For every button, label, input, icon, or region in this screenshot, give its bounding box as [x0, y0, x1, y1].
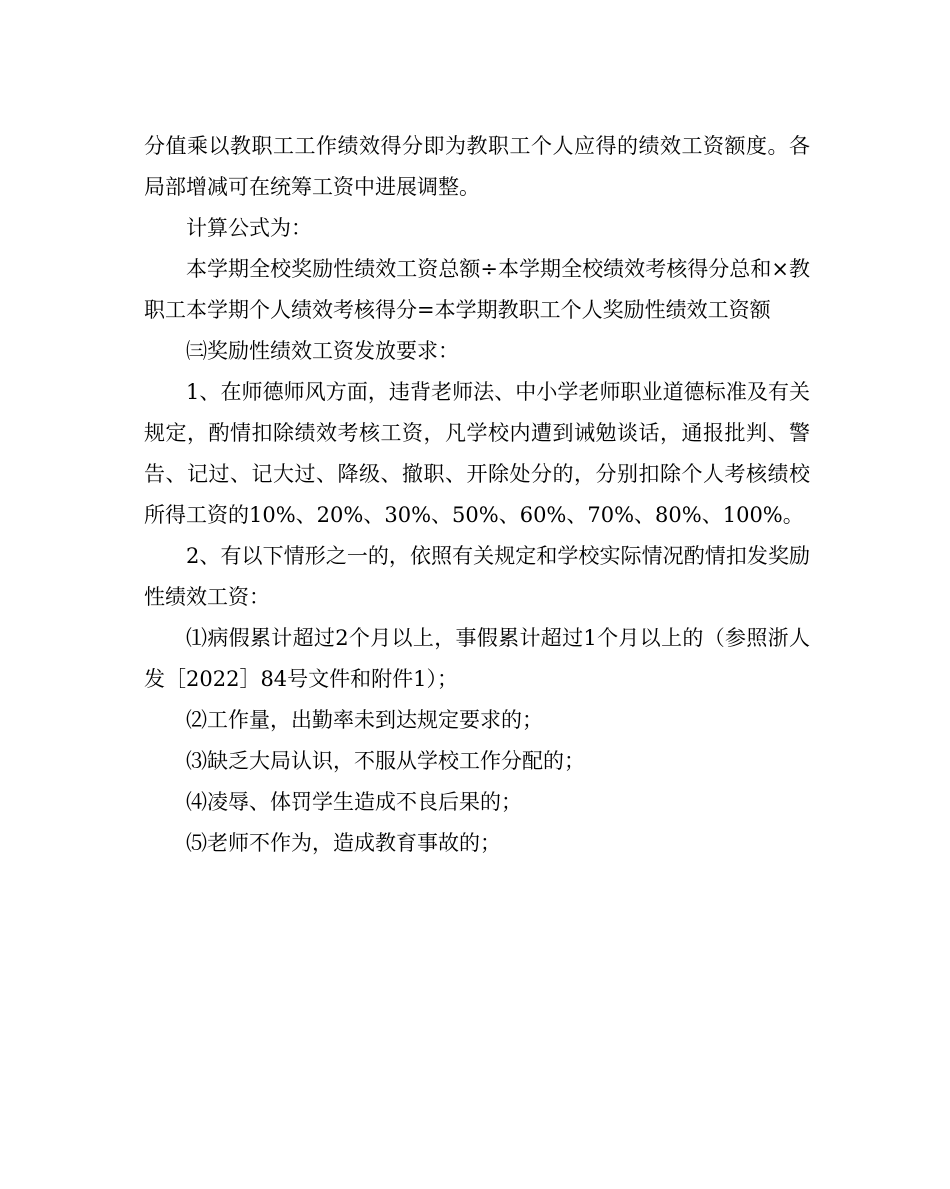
- list-item-1: ⑴病假累计超过2个月以上，事假累计超过1个月以上的（参照浙人发［2022］84号文件和附件1）；: [144, 626, 810, 691]
- paragraph-formula-heading: 计算公式为：: [186, 216, 312, 240]
- document-body: [144, 126, 810, 864]
- list-item-3: ⑶缺乏大局认识，不服从学校工作分配的；: [186, 749, 585, 773]
- list-item-4: ⑷凌辱、体罚学生造成不良后果的；: [186, 790, 522, 814]
- paragraph-item-2: 2、有以下情形之一的，依照有关规定和学校实际情况酌情扣发奖励性绩效工资：: [144, 544, 810, 609]
- paragraph-item-1: 1、在师德师风方面，违背老师法、中小学老师职业道德标准及有关规定，酌情扣除绩效考核工资，凡学校内遭到诫勉谈话，通报批判、警告、记过、记大过、降级、撤职、开除处分的，分别扣除个人考核绩校所得工资的10%、20%、30%、50%、60%、70%、80%、100%。: [144, 380, 810, 527]
- paragraph-continuation: 分值乘以教职工工作绩效得分即为教职工个人应得的绩效工资额度。各局部增减可在统筹工资中进展调整。: [144, 134, 810, 199]
- list-item-2: ⑵工作量，出勤率未到达规定要求的；: [186, 708, 543, 732]
- paragraph-formula: 本学期全校奖励性绩效工资总额÷本学期全校绩效考核得分总和×教职工本学期个人绩效考核得分=本学期教职工个人奖励性绩效工资额: [144, 257, 810, 322]
- section-heading-requirements: ㈢奖励性绩效工资发放要求：: [186, 339, 459, 363]
- list-item-5: ⑸老师不作为，造成教育事故的；: [186, 831, 501, 855]
